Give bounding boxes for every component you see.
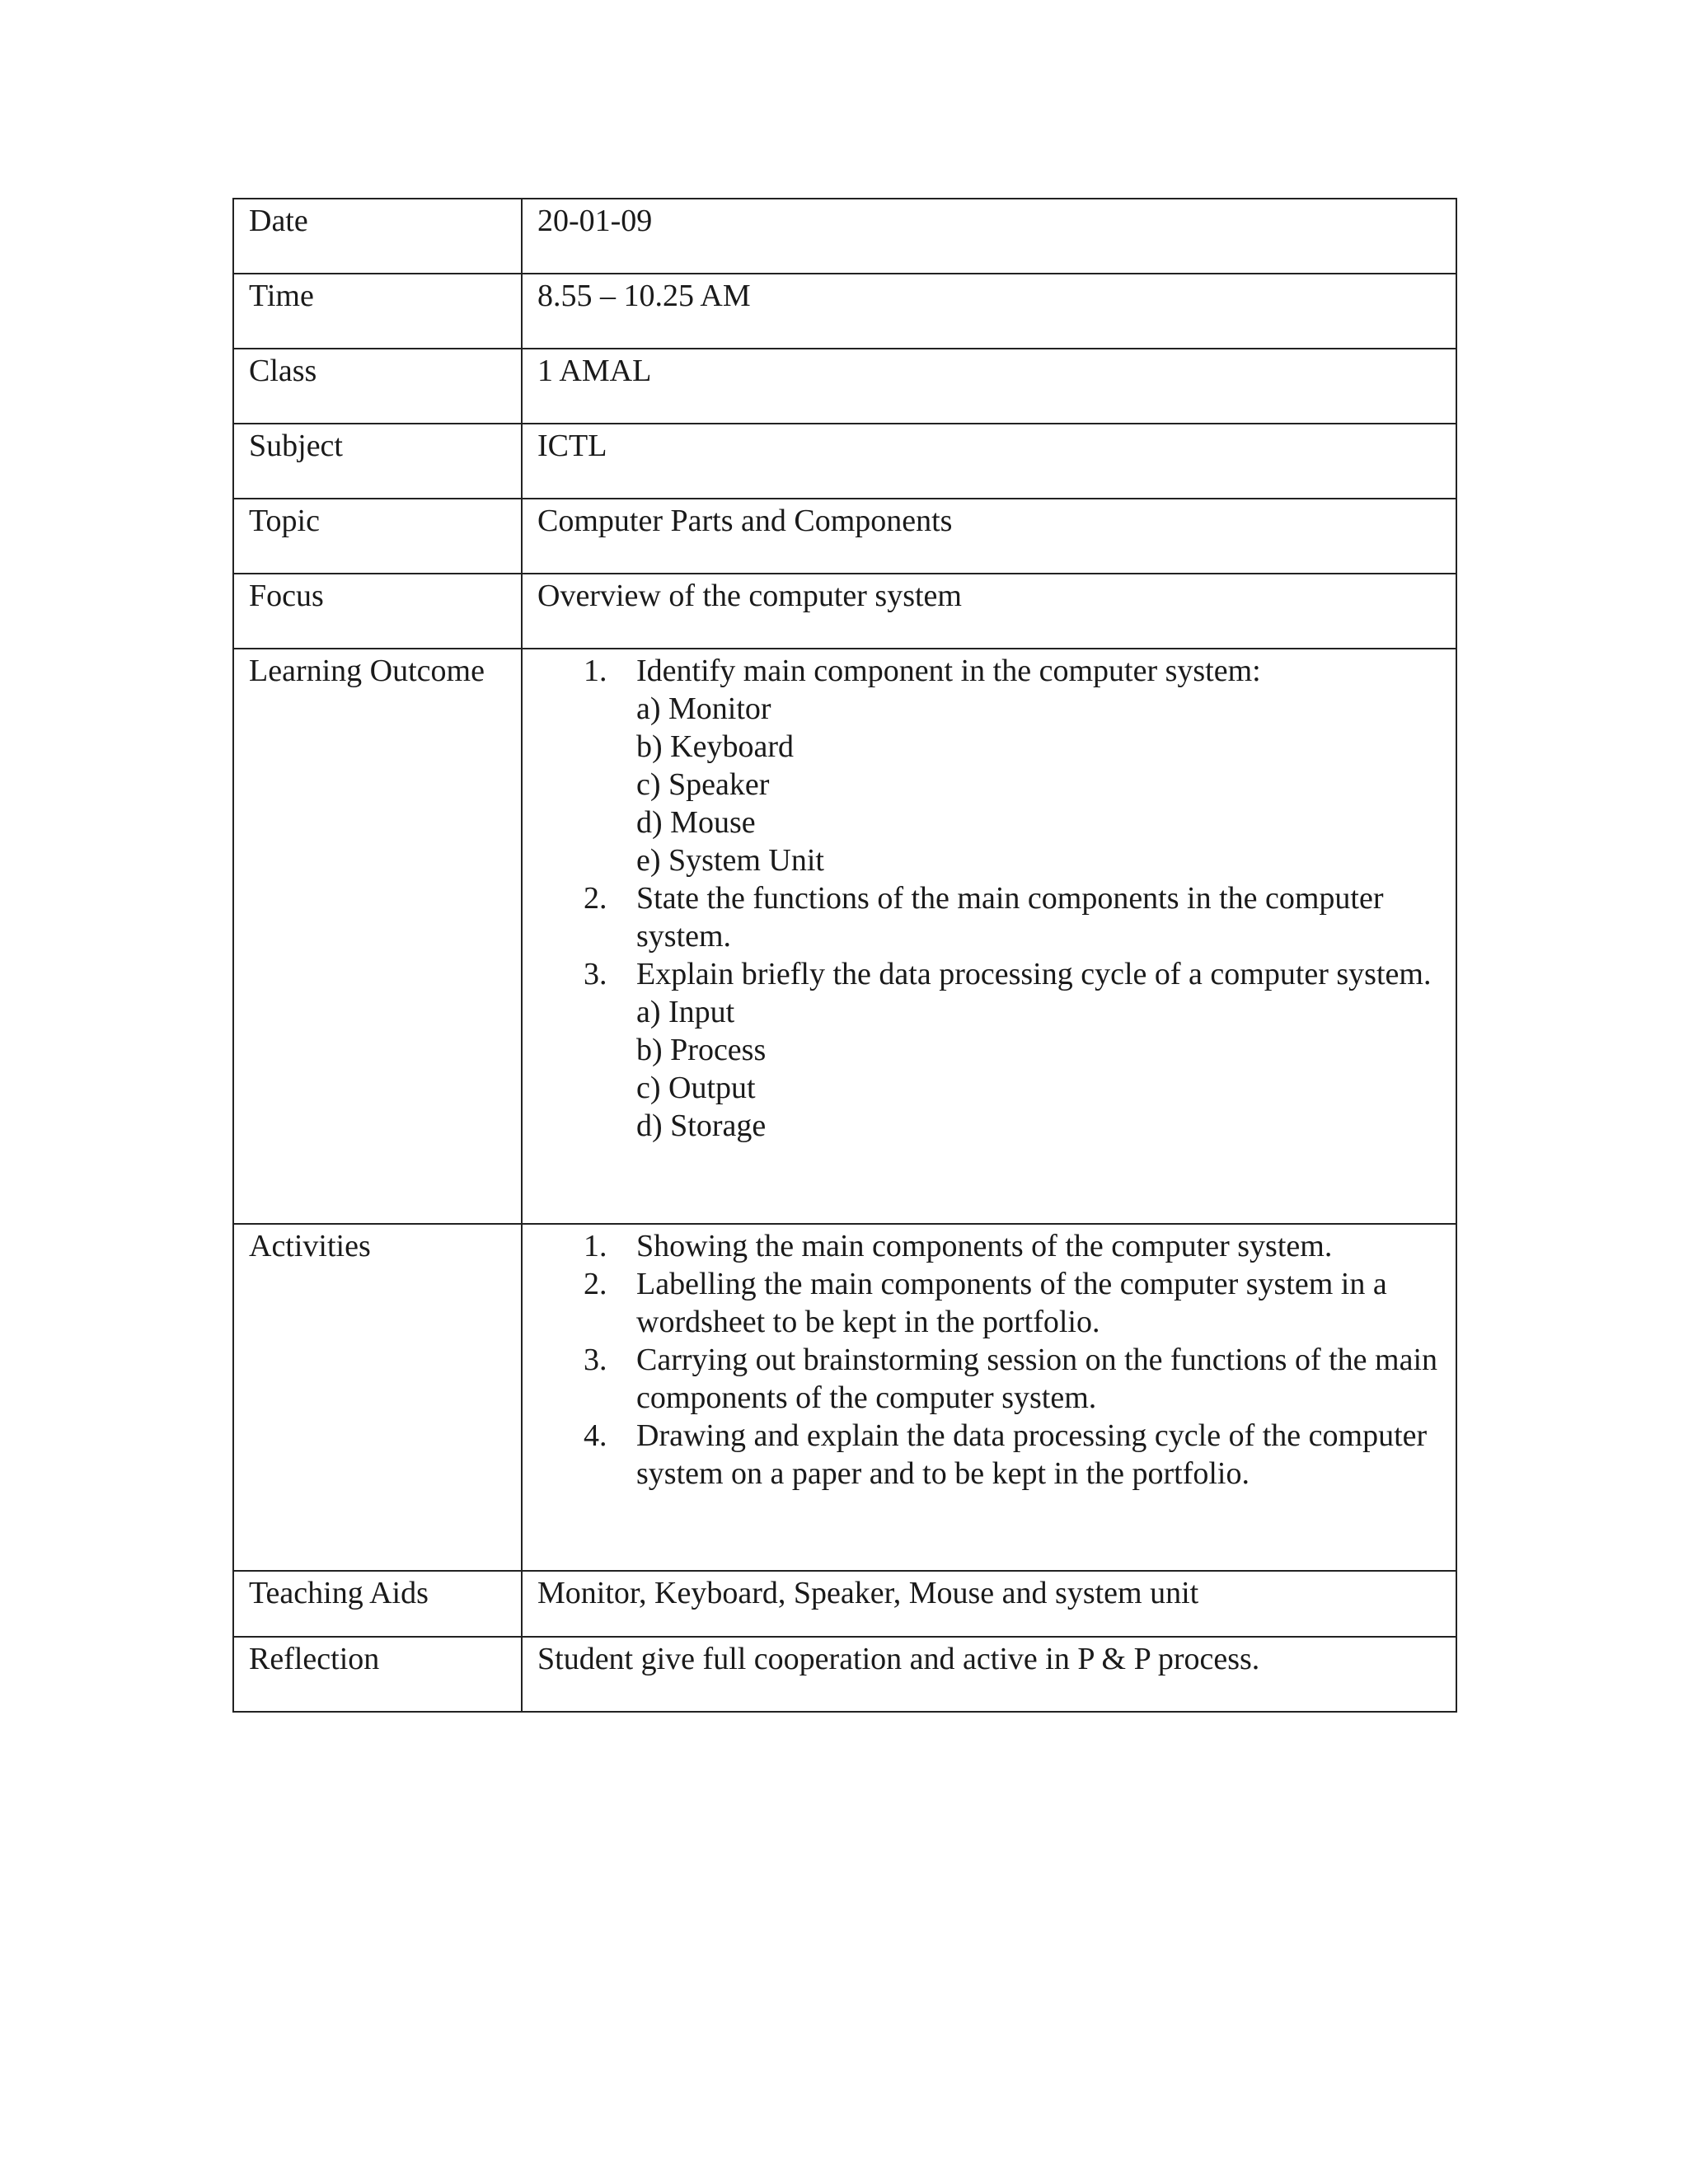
row-topic <box>233 499 1456 574</box>
topic-value: Computer Parts and Components <box>522 499 1456 574</box>
subject-value: ICTL <box>522 424 1456 499</box>
row-activities <box>233 1224 1456 1571</box>
list-item <box>537 1265 1441 1341</box>
item-number: 3. <box>584 1343 607 1377</box>
row-date <box>233 199 1456 274</box>
focus-label: Focus <box>233 574 522 649</box>
reflection-value: Student give full cooperation and active in P & P process. <box>522 1637 1456 1712</box>
sub-item: d) Mouse <box>636 805 756 840</box>
sub-item: b) Keyboard <box>636 729 794 764</box>
item-text: Labelling the main components of the computer system in a wordsheet to be kept in the portfolio. <box>636 1267 1387 1339</box>
row-reflection <box>233 1637 1456 1712</box>
sub-list <box>636 993 1441 1145</box>
activities-label: Activities <box>233 1224 522 1571</box>
item-text: State the functions of the main components in the computer system. <box>636 881 1384 954</box>
focus-value: Overview of the computer system <box>522 574 1456 649</box>
time-value: 8.55 – 10.25 AM <box>522 274 1456 349</box>
date-label: Date <box>233 199 522 274</box>
row-learning-outcome <box>233 649 1456 1224</box>
sub-item: b) Process <box>636 1033 767 1067</box>
item-number: 4. <box>584 1418 607 1453</box>
date-value: 20-01-09 <box>522 199 1456 274</box>
learning-outcome-list <box>537 652 1441 1145</box>
sub-item: e) System Unit <box>636 843 824 878</box>
sub-item: a) Input <box>636 995 735 1029</box>
sub-item: d) Storage <box>636 1108 767 1143</box>
sub-item: c) Speaker <box>636 767 770 802</box>
teaching-aids-value: Monitor, Keyboard, Speaker, Mouse and system unit <box>522 1571 1456 1637</box>
item-number: 1. <box>584 654 607 688</box>
item-number: 3. <box>584 957 607 991</box>
sub-item: c) Output <box>636 1071 756 1105</box>
learning-outcome-label: Learning Outcome <box>233 649 522 1224</box>
item-number: 1. <box>584 1229 607 1263</box>
lesson-plan-table <box>232 198 1457 1713</box>
item-text: Drawing and explain the data processing cycle of the computer system on a paper and to be kept in the portfolio. <box>636 1418 1428 1491</box>
row-time <box>233 274 1456 349</box>
list-item <box>537 652 1441 879</box>
item-text: Explain briefly the data processing cycle of a computer system. <box>636 957 1432 991</box>
row-subject <box>233 424 1456 499</box>
teaching-aids-label: Teaching Aids <box>233 1571 522 1637</box>
item-text: Carrying out brainstorming session on the functions of the main components of the computer system. <box>636 1343 1438 1415</box>
activities-list <box>537 1227 1441 1493</box>
list-item <box>537 955 1441 1145</box>
activities-value <box>522 1224 1456 1571</box>
row-teaching-aids <box>233 1571 1456 1637</box>
item-text: Identify main component in the computer system: <box>636 654 1261 688</box>
reflection-label: Reflection <box>233 1637 522 1712</box>
row-class <box>233 349 1456 424</box>
list-item <box>537 1227 1441 1265</box>
topic-label: Topic <box>233 499 522 574</box>
class-value: 1 AMAL <box>522 349 1456 424</box>
item-number: 2. <box>584 881 607 916</box>
subject-label: Subject <box>233 424 522 499</box>
list-item <box>537 1417 1441 1493</box>
sub-list <box>636 690 1441 879</box>
class-label: Class <box>233 349 522 424</box>
item-text: Showing the main components of the computer system. <box>636 1229 1333 1263</box>
row-focus <box>233 574 1456 649</box>
sub-item: a) Monitor <box>636 691 771 726</box>
item-number: 2. <box>584 1267 607 1301</box>
list-item <box>537 879 1441 955</box>
time-label: Time <box>233 274 522 349</box>
learning-outcome-value <box>522 649 1456 1224</box>
list-item <box>537 1341 1441 1417</box>
